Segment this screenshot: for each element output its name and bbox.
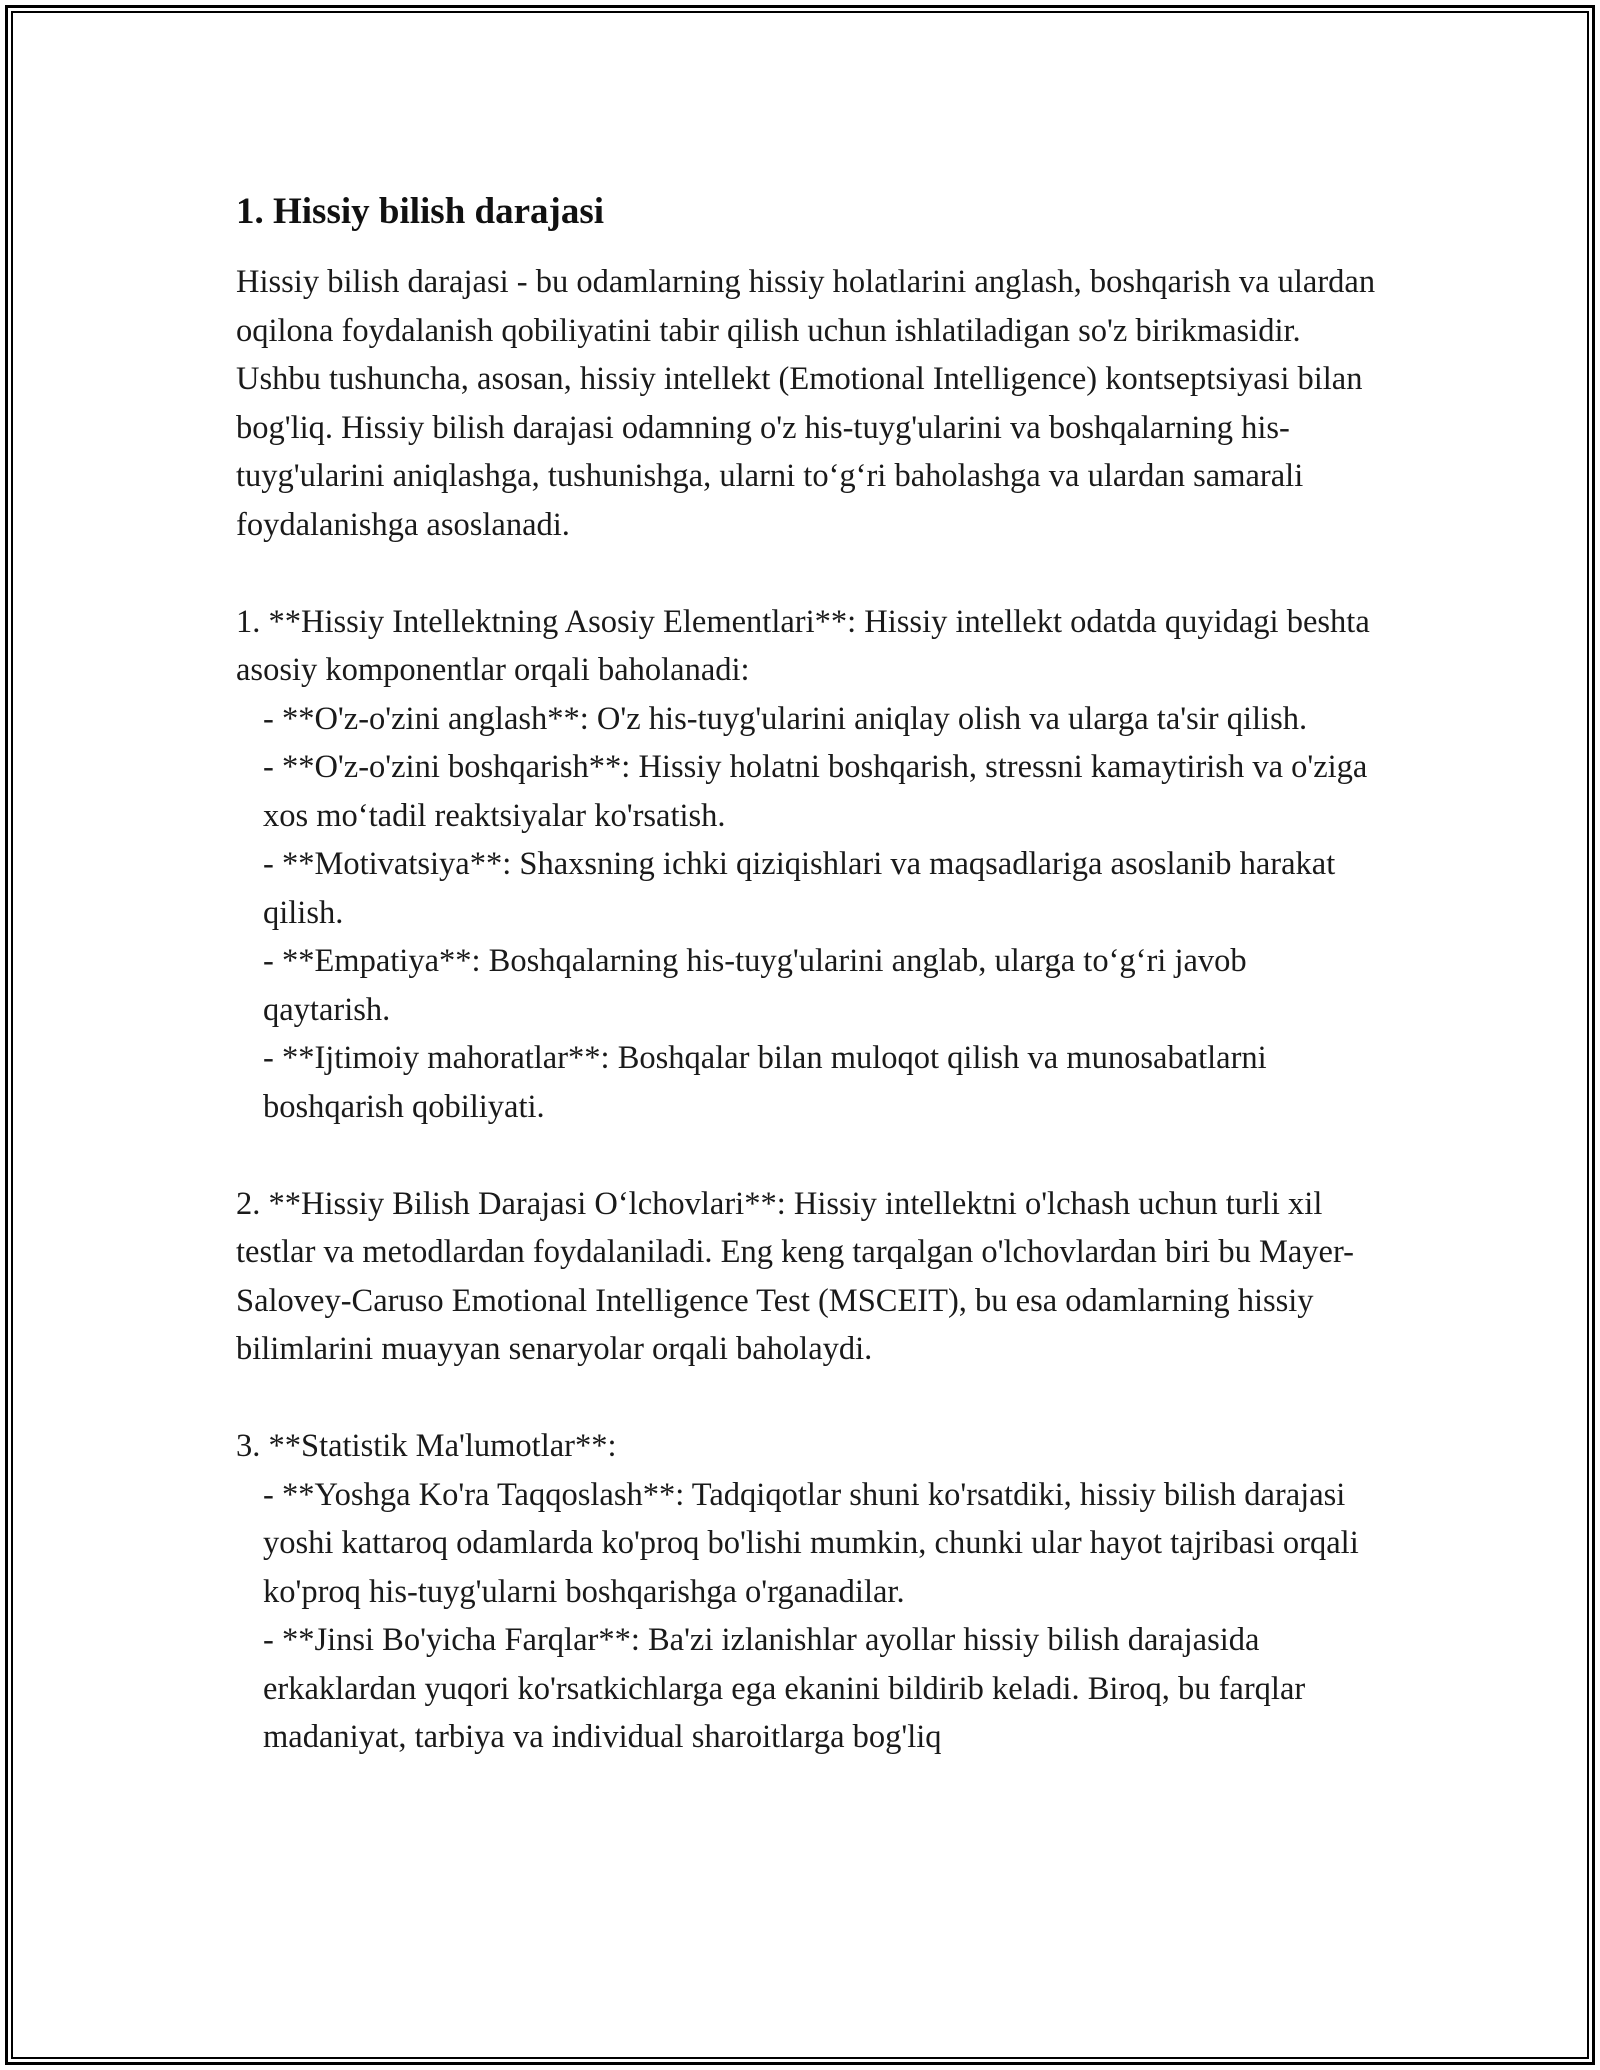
list-item: - **Ijtimoiy mahoratlar**: Boshqalar bilan muloqot qilish va munosabatlarni boshqarish qobiliyati.: [263, 1040, 1267, 1125]
document-body: [236, 188, 1376, 1762]
document-title: 1. Hissiy bilish darajasi: [236, 191, 605, 232]
section-2-text: 2. **Hissiy Bilish Darajasi O‘lchovlari**: Hissiy intellektni o'lchash uchun turli xil testlar va metodlardan foydalaniladi. Eng keng tarqalgan o'lchovlardan biri bu Mayer-Salovey-Caruso Emotional Intelligence Test (MSCEIT), bu esa odamlarning hissiy bilimlarini muayyan senaryolar orqali baholaydi.: [236, 1185, 1354, 1367]
paragraph-spacer: [236, 549, 1376, 598]
list-item: - **Empatiya**: Boshqalarning his-tuyg'ularini anglab, ularga to‘g‘ri javob qaytarish.: [263, 943, 1247, 1028]
list-item: - **Yoshga Ko'ra Taqqoslash**: Tadqiqotlar shuni ko'rsatdiki, hissiy bilish darajasi yoshi kattaroq odamlarda ko'proq bo'lishi mumkin, chunki ular hayot tajribasi orqali ko'proq his-tuyg'ularni boshqarishga o'rganadilar.: [263, 1476, 1359, 1610]
list-item: - **Jinsi Bo'yicha Farqlar**: Ba'zi izlanishlar ayollar hissiy bilish darajasida erkaklardan yuqori ko'rsatkichlarga ega ekanini bildirib keladi. Biroq, bu farqlar madaniyat, tarbiya va individual sharoitlarga bog'liq: [263, 1622, 1306, 1755]
intro-paragraph: Hissiy bilish darajasi - bu odamlarning hissiy holatlarini anglash, boshqarish va ulardan oqilona foydalanish qobiliyatini tabir qilish uchun ishlatiladigan so'z birikmasidir. Ushbu tushuncha, asosan, hissiy intellekt (Emotional Intelligence) kontseptsiyasi bilan bog'liq. Hissiy bilish darajasi odamning o'z his-tuyg'ularini va boshqalarning his-tuyg'ularini aniqlashga, tushunishga, ularni to‘g‘ri baholashga va ulardan samarali foydalanishga asoslanadi.: [236, 264, 1376, 543]
section-3: [236, 1422, 1376, 1762]
paragraph-spacer: [236, 1131, 1376, 1180]
section-1: [236, 598, 1376, 1132]
list-item: - **O'z-o'zini boshqarish**: Hissiy holatni boshqarish, stressni kamaytirish va o'ziga xos mo‘tadil reaktsiyalar ko'rsatish.: [263, 749, 1368, 834]
section-1-lead: 1. **Hissiy Intellektning Asosiy Elementlari**: Hissiy intellekt odatda quyidagi beshta asosiy komponentlar orqali baholanadi:: [236, 603, 1370, 688]
section-3-lead: 3. **Statistik Ma'lumotlar**:: [236, 1428, 617, 1464]
list-item: - **Motivatsiya**: Shaxsning ichki qiziqishlari va maqsadlariga asoslanib harakat qilish.: [263, 846, 1336, 931]
section-2: [236, 1180, 1376, 1374]
list-item: - **O'z-o'zini anglash**: O'z his-tuyg'ularini aniqlay olish va ularga ta'sir qilish.: [263, 700, 1308, 737]
paragraph-spacer: [236, 1374, 1376, 1423]
